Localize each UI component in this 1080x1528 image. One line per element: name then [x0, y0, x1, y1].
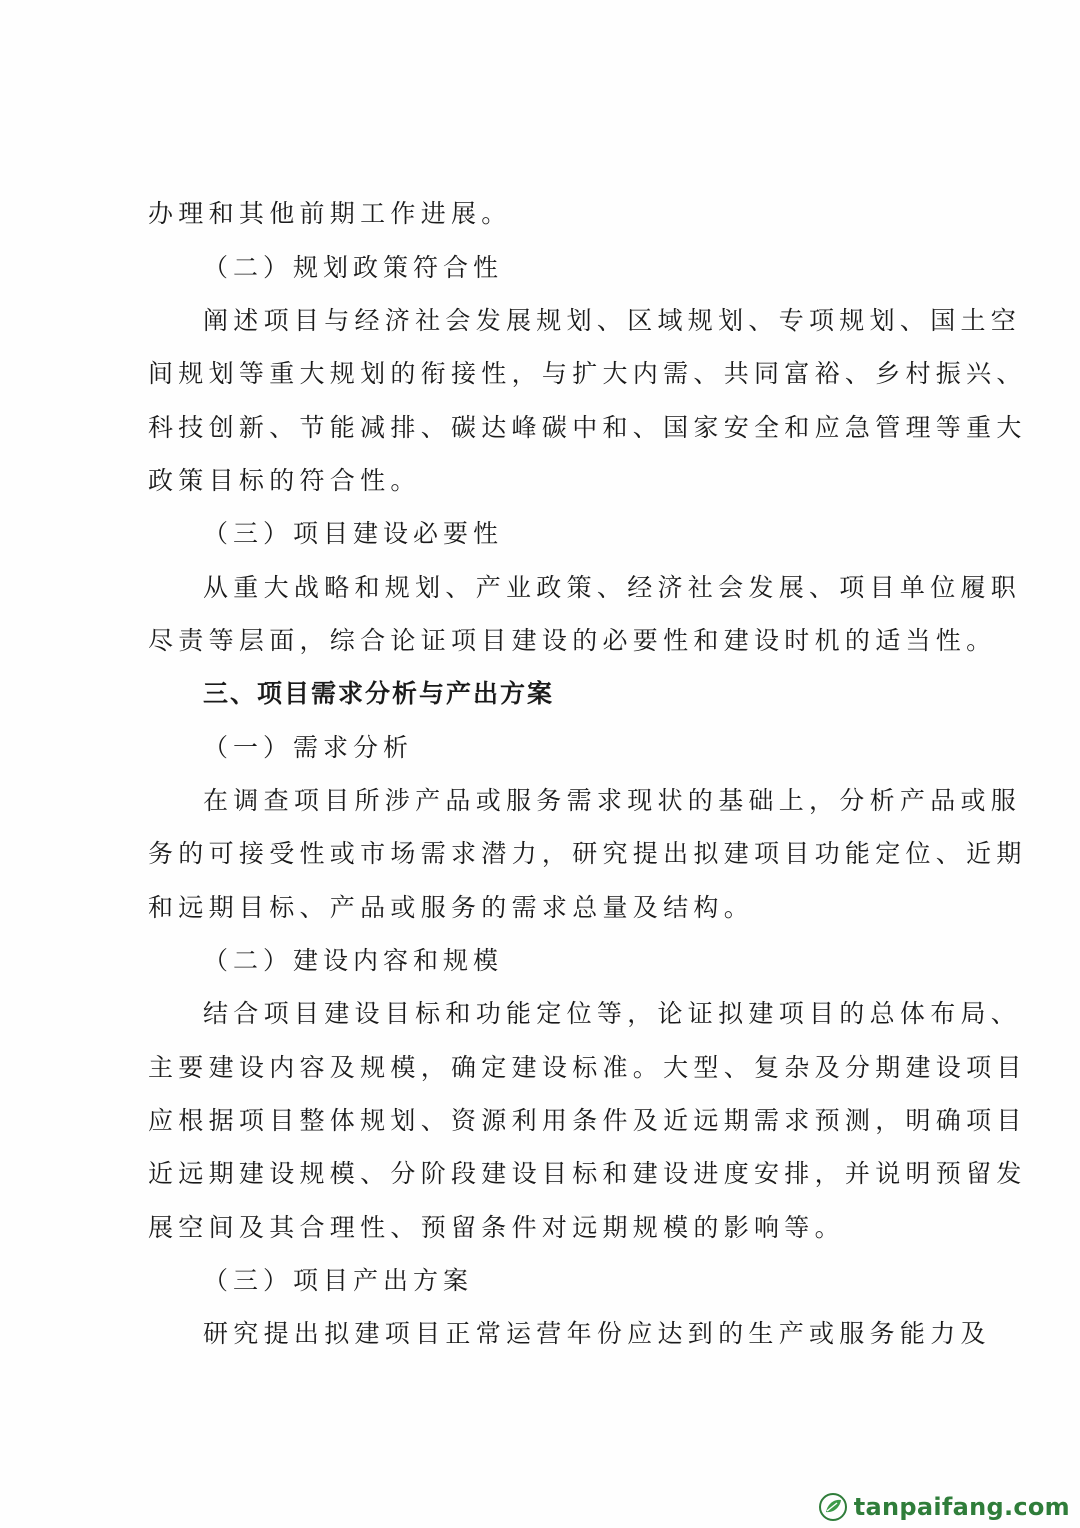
paragraph-line: 结合项目建设目标和功能定位等，论证拟建项目的总体布局、: [203, 999, 1022, 1028]
paragraph-line: 近远期建设规模、分阶段建设目标和建设进度安排，并说明预留发: [148, 1159, 1027, 1188]
paragraph-line: 政策目标的符合性。: [148, 466, 421, 495]
paragraph-line: 从重大战略和规划、产业政策、经济社会发展、项目单位履职: [203, 573, 1022, 602]
paragraph-line: 尽责等层面，综合论证项目建设的必要性和建设时机的适当性。: [148, 626, 997, 655]
paragraph-line: 务的可接受性或市场需求潜力，研究提出拟建项目功能定位、近期: [148, 839, 1027, 868]
section-heading-2-2: （二）规划政策符合性: [203, 253, 504, 282]
leaf-logo-icon: [818, 1492, 848, 1522]
section-heading-3-2: （二）建设内容和规模: [203, 946, 504, 975]
section-heading-3-3: （三）项目产出方案: [203, 1266, 474, 1295]
section-heading-2-3: （三）项目建设必要性: [203, 519, 504, 548]
section-heading-3-1: （一）需求分析: [203, 733, 414, 762]
watermark: [818, 1492, 1070, 1522]
watermark-text: tanpaifang.com: [853, 1493, 1070, 1521]
paragraph-line: 阐述项目与经济社会发展规划、区域规划、专项规划、国土空: [203, 306, 1022, 335]
paragraph-line: 主要建设内容及规模，确定建设标准。大型、复杂及分期建设项目: [148, 1053, 1027, 1082]
paragraph-line: 展空间及其合理性、预留条件对远期规模的影响等。: [148, 1213, 845, 1242]
paragraph-line: 和远期目标、产品或服务的需求总量及结构。: [148, 893, 755, 922]
paragraph-line: 办理和其他前期工作进展。: [148, 199, 512, 228]
paragraph-line: 研究提出拟建项目正常运营年份应达到的生产或服务能力及: [203, 1319, 991, 1348]
paragraph-line: 在调查项目所涉产品或服务需求现状的基础上，分析产品或服: [203, 786, 1022, 815]
section-heading-3: 三、项目需求分析与产出方案: [203, 679, 555, 708]
paragraph-line: 科技创新、节能减排、碳达峰碳中和、国家安全和应急管理等重大: [148, 413, 1027, 442]
paragraph-line: 间规划等重大规划的衔接性，与扩大内需、共同富裕、乡村振兴、: [148, 359, 1027, 388]
paragraph-line: 应根据项目整体规划、资源利用条件及近远期需求预测，明确项目: [148, 1106, 1027, 1135]
